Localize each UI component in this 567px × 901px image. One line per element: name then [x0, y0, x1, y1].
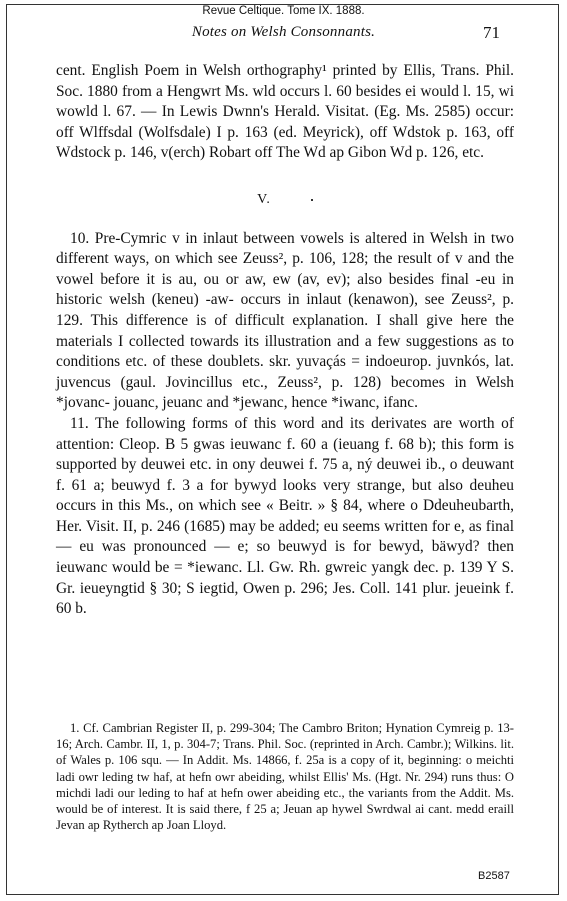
paragraph-11: 11. The following forms of this word and its derivates are worth of attention: Cleop. B 5 gwas ieuwanc f. 60 a (ieuang f. 68 b); this form is supported by deuwei etc. in ony deuwei f. 75 a, ný deuwei ib., o deuwant f. 61 a; beuwyd f. 3 a for bywyd looks very strange, but also deuheu occurs in this Ms., on which see « Beitr. » § 84, where o Ddeuheubarth, Her. Visit. II, p. 246 (1685) may be added; eu seems written for e, as final— eu was pronounced — e; so beuwyd is for bewyd, bäwyd? then ieuwanc would be = *iewanc. Ll. Gw. Rh. gwreic yangk dec. p. 139 Y S. Gr. ieueyngtid § 30; S iegtid, Owen p. 296; Jes. Coll. 141 plur. jeueink f. 60 b. [56, 414, 514, 618]
page-number: 71 [483, 23, 500, 42]
source-header: Revue Celtique. Tome IX. 1888. [202, 5, 365, 17]
footnote-block [56, 720, 514, 833]
intro-paragraph: cent. English Poem in Welsh orthography¹ printed by Ellis, Trans. Phil. Soc. 1880 from a Hengwrt Ms. wld occurs l. 60 besides ei would l. 15, wi wowld l. 67. — In Lewis Dwnn's Herald. Visitat. (Eg. Ms. 2585) occur: off Wlffsdal (Wolfsdale) I p. 163 (ed. Meyrick), off Wdstok p. 163, off Wdstock p. 146, v(erch) Robart off The Wd ap Gibon Wd p. 126, etc. [56, 62, 514, 162]
footnote-1: 1. Cf. Cambrian Register II, p. 299-304; The Cambro Briton; Hynation Cymreig p. 13-16; Arch. Cambr. II, 1, p. 304-7; Trans. Phil. Soc. (reprinted in Arch. Cambr.); Wilkins. lit. of Wales p. 106 squ. — In Addit. Ms. 14866, f. 25a is a copy of it, beginning: o meichti ladi owr leding tw haf, at hefn owr abeiding, whilst Ellis' Ms. (Hgt. Nr. 294) runs thus: O michdi ladi our leding to haf at hefn ower abeiding etc., the variants from the Addit. Ms. would be of interest. It is said there, f 25 a; Jeuan ap hywel Swrdwal ai cant. medd eraill Jevan ap Rytherch ap Joan Lloyd. [56, 721, 514, 833]
paragraph-10: 10. Pre-Cymric v in inlaut between vowels is altered in Welsh in two different ways, on which see Zeuss², p. 106, 128; the result of v and the vowel before it is au, ou or aw, ew (av, ev); also besides final -eu in historic welsh (keneu) -aw- occurs in inlaut (kenawon), see Zeuss², p. 129. This difference is of difficult explanation. I shall give here the materials I collected towards its illustration and a few suggestions as to conditions etc. of these doublets. skr. yuvaçás = indoeurop. juvnkós, lat. juvencus (gaul. Jovincillus etc., Zeuss², p. 128) becomes in Welsh *jovanc- jouanc, jeuanc and *jewanc, hence *iwanc, ifanc. [56, 229, 514, 412]
section-numeral: V. [257, 191, 271, 207]
stray-dot [311, 199, 313, 201]
running-title: Notes on Welsh Consonnants. [191, 24, 376, 40]
section-heading [56, 190, 514, 211]
document-code: B2587 [478, 870, 510, 882]
main-text [56, 61, 514, 620]
